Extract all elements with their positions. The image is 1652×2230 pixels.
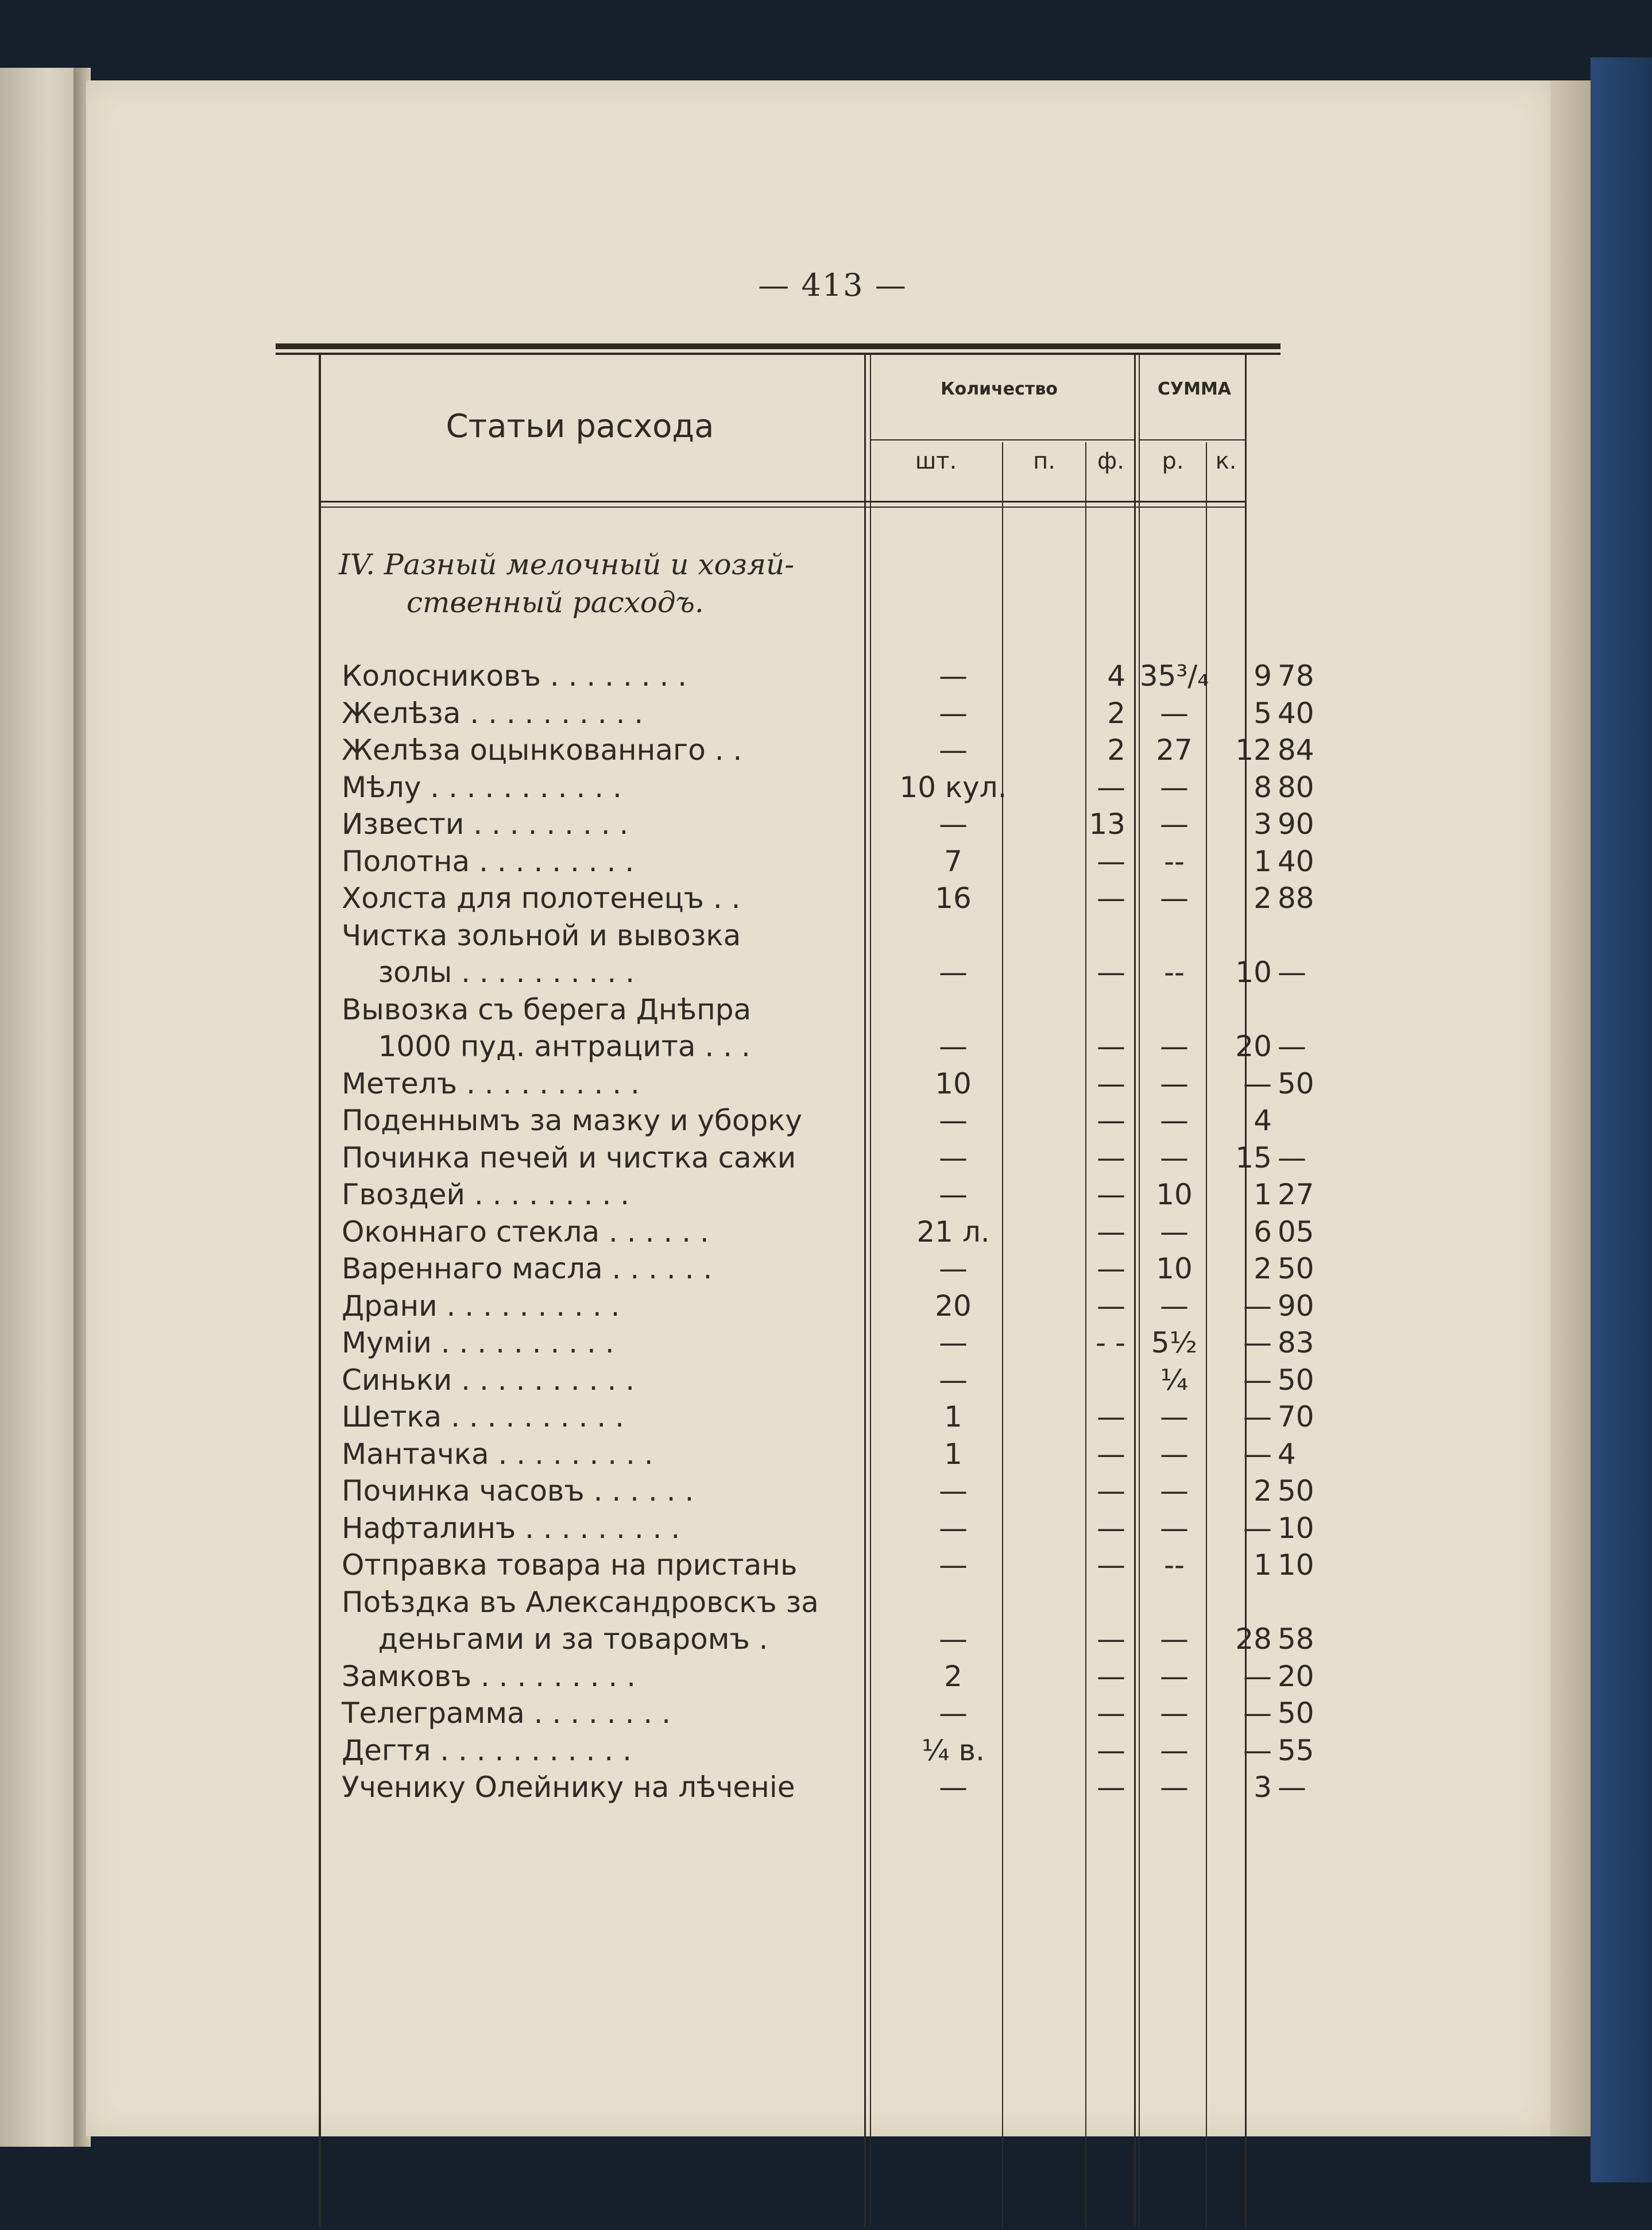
row-item-name: Метелъ . . . . . . . . . . xyxy=(342,1066,640,1100)
row-sum-k: 10 xyxy=(1278,1548,1314,1582)
row-qty-p: — xyxy=(1097,1771,1125,1804)
table-row xyxy=(342,991,1652,1065)
row-qty-f: — xyxy=(1160,1733,1189,1767)
row-qty-p: — xyxy=(1097,1548,1125,1582)
row-item-name: Чистка зольной и вывозка золы . . . . . . . . . . xyxy=(342,918,741,989)
qty-header-rule xyxy=(870,439,1134,440)
row-sum-k: 58 xyxy=(1278,1622,1314,1656)
row-sum-r: — xyxy=(1243,1400,1272,1433)
row-qty-f: 10 xyxy=(1156,1178,1193,1211)
row-sum-r: — xyxy=(1243,1511,1272,1545)
table-row xyxy=(342,880,1652,917)
row-item-name: Колосниковъ . . . . . . . . xyxy=(342,659,687,693)
table-row xyxy=(342,695,1652,732)
table-row xyxy=(342,1065,1652,1102)
row-item-name: Оконнаго стекла . . . . . . xyxy=(342,1215,709,1249)
row-item-name: Извести . . . . . . . . . xyxy=(342,807,629,841)
row-sum-k: — xyxy=(1278,1771,1306,1804)
row-qty-p: — xyxy=(1097,1437,1125,1471)
row-sum-k: — xyxy=(1278,955,1306,989)
table-row xyxy=(342,1769,1652,1806)
row-item-name: Телеграмма . . . . . . . . xyxy=(342,1696,671,1730)
row-sum-k: 40 xyxy=(1278,844,1314,878)
row-item-name: Желѣза . . . . . . . . . . xyxy=(342,696,644,730)
row-qty-sht: — xyxy=(939,955,968,989)
row-item-name: Ученику Олейнику на лѣченiе xyxy=(342,1771,795,1804)
row-qty-sht: — xyxy=(939,733,968,767)
row-qty-sht: — xyxy=(939,1771,968,1804)
row-item-name: Холста для полотенецъ . . xyxy=(342,882,741,915)
row-qty-p: — xyxy=(1097,1252,1125,1285)
row-qty-p: — xyxy=(1097,1733,1125,1767)
row-sum-r: 10 xyxy=(1235,955,1272,989)
row-qty-p: 2 xyxy=(1107,733,1125,767)
table-row xyxy=(342,732,1652,768)
table-row xyxy=(342,1139,1652,1176)
table-row xyxy=(342,1695,1652,1732)
row-sum-r: 1 xyxy=(1253,1178,1272,1211)
row-sum-k: 70 xyxy=(1278,1400,1314,1433)
row-qty-f: — xyxy=(1160,1029,1189,1063)
row-item-name: Мѣлу . . . . . . . . . . . xyxy=(342,770,622,804)
row-qty-f: — xyxy=(1160,1474,1189,1508)
row-qty-f: — xyxy=(1160,1511,1189,1545)
row-qty-sht: 10 xyxy=(935,1066,972,1100)
row-item-name: Желѣза оцынкованнаго . . xyxy=(342,733,742,767)
row-sum-k: 55 xyxy=(1278,1733,1314,1767)
row-qty-p: — xyxy=(1097,1474,1125,1508)
row-qty-p: 2 xyxy=(1107,696,1125,730)
row-sum-r: 15 xyxy=(1235,1141,1272,1174)
row-qty-p: — xyxy=(1097,1511,1125,1545)
row-qty-p: — xyxy=(1097,1029,1125,1063)
table-row xyxy=(342,1102,1652,1139)
row-item-name: Нафталинъ . . . . . . . . . xyxy=(342,1511,680,1545)
row-sum-r: 1 xyxy=(1253,1548,1272,1582)
left-page-edge xyxy=(0,68,80,2147)
row-qty-f: — xyxy=(1160,1400,1189,1433)
header-p: п. xyxy=(1033,448,1055,474)
table-row xyxy=(342,1176,1652,1213)
row-sum-k: 90 xyxy=(1278,1289,1314,1323)
row-qty-p: — xyxy=(1097,1215,1125,1249)
row-qty-f: — xyxy=(1160,1437,1189,1471)
sum-header-rule xyxy=(1139,439,1245,440)
row-qty-p: 13 xyxy=(1089,807,1125,841)
row-qty-sht: — xyxy=(939,1548,968,1582)
header-sht: шт. xyxy=(915,448,957,474)
header-bottom-rule-b xyxy=(319,507,1246,508)
row-sum-r: 2 xyxy=(1253,1252,1272,1285)
row-item-name: Замковъ . . . . . . . . . xyxy=(342,1659,636,1693)
row-qty-f: 27 xyxy=(1156,733,1193,767)
row-sum-k: 4 xyxy=(1278,1437,1296,1471)
row-qty-p: - - xyxy=(1096,1326,1125,1359)
row-sum-r: 6 xyxy=(1253,1215,1272,1249)
row-sum-k: 88 xyxy=(1278,882,1314,915)
table-row xyxy=(342,1658,1652,1695)
table-row xyxy=(342,658,1652,694)
row-qty-p: — xyxy=(1097,844,1125,878)
row-item-name: Гвоздей . . . . . . . . . xyxy=(342,1178,630,1211)
row-sum-r: 2 xyxy=(1253,1474,1272,1508)
row-sum-k: 50 xyxy=(1278,1363,1314,1397)
row-sum-k: 27 xyxy=(1278,1178,1314,1211)
row-sum-r: 8 xyxy=(1253,770,1272,804)
row-sum-k: 20 xyxy=(1278,1659,1314,1693)
row-sum-k: 50 xyxy=(1278,1066,1314,1100)
row-qty-p: — xyxy=(1097,1141,1125,1174)
row-sum-r: 2 xyxy=(1253,882,1272,915)
row-qty-sht: — xyxy=(939,1363,968,1397)
row-qty-p: — xyxy=(1097,1400,1125,1433)
row-qty-sht: 10 кул. xyxy=(899,770,1007,804)
row-sum-k: 50 xyxy=(1278,1696,1314,1730)
row-qty-f: ¼ xyxy=(1160,1363,1189,1397)
row-qty-sht: — xyxy=(939,1029,968,1063)
table-row xyxy=(342,769,1652,806)
row-sum-r: 20 xyxy=(1235,1029,1272,1063)
row-sum-r: 3 xyxy=(1253,1771,1272,1804)
header-sum: СУММА xyxy=(1157,379,1232,399)
row-qty-sht: — xyxy=(939,1474,968,1508)
row-qty-p: 4 xyxy=(1107,659,1125,693)
row-sum-r: 1 xyxy=(1253,844,1272,878)
row-sum-r: — xyxy=(1243,1326,1272,1359)
row-item-name: Полотна . . . . . . . . . xyxy=(342,844,635,878)
row-qty-f: — xyxy=(1160,770,1189,804)
row-qty-f: — xyxy=(1160,696,1189,730)
row-qty-p: — xyxy=(1097,1622,1125,1656)
table-row xyxy=(342,806,1652,842)
row-sum-k: 50 xyxy=(1278,1474,1314,1508)
table-top-rule-thin xyxy=(276,353,1280,355)
row-qty-f: 35³/₄ xyxy=(1139,659,1209,693)
table-row xyxy=(342,843,1652,880)
row-qty-f: -- xyxy=(1163,955,1185,989)
table-row xyxy=(342,1398,1652,1435)
row-qty-f: — xyxy=(1160,1289,1189,1323)
row-qty-f: — xyxy=(1160,882,1189,915)
row-sum-k: 05 xyxy=(1278,1215,1314,1249)
row-item-name: Вареннаго масла . . . . . . xyxy=(342,1252,713,1285)
row-qty-sht: — xyxy=(939,1104,968,1137)
row-qty-sht: 16 xyxy=(935,882,972,915)
row-sum-k: 78 xyxy=(1278,659,1314,693)
row-item-name: Мумiи . . . . . . . . . . xyxy=(342,1326,614,1359)
row-qty-p: — xyxy=(1097,770,1125,804)
row-qty-f: — xyxy=(1160,1771,1189,1804)
row-item-name: Починка часовъ . . . . . . xyxy=(342,1474,694,1508)
row-sum-k: — xyxy=(1278,1141,1306,1174)
section-heading-line-1: IV. Разный мелочный и хозяй- xyxy=(339,548,795,581)
table-row xyxy=(342,1510,1652,1547)
row-sum-r: 12 xyxy=(1235,733,1272,767)
row-qty-f: 10 xyxy=(1156,1252,1193,1285)
row-item-name: Вывозка съ берега Днѣпра 1000 пуд. антрацита . . . xyxy=(342,992,752,1063)
table-row xyxy=(342,1250,1652,1287)
row-sum-r: 9 xyxy=(1253,659,1272,693)
row-qty-f: 5½ xyxy=(1151,1326,1198,1359)
row-sum-r: — xyxy=(1243,1659,1272,1693)
header-bottom-rule xyxy=(319,501,1246,503)
table-row xyxy=(342,1324,1652,1361)
row-qty-sht: 1 xyxy=(944,1400,962,1433)
row-qty-p: — xyxy=(1097,955,1125,989)
row-item-name: Дегтя . . . . . . . . . . . xyxy=(342,1733,632,1767)
row-item-name: Шетка . . . . . . . . . . xyxy=(342,1400,625,1433)
row-sum-r: 28 xyxy=(1235,1622,1272,1656)
row-item-name: Драни . . . . . . . . . . xyxy=(342,1289,620,1323)
row-sum-r: 5 xyxy=(1253,696,1272,730)
row-sum-r: 4 xyxy=(1253,1104,1272,1137)
row-sum-k: 90 xyxy=(1278,807,1314,841)
row-qty-p: — xyxy=(1097,1104,1125,1137)
row-sum-k: 50 xyxy=(1278,1252,1314,1285)
row-item-name: Починка печей и чистка сажи xyxy=(342,1141,796,1174)
row-qty-sht: — xyxy=(939,1178,968,1211)
row-item-name: Отправка товара на пристань xyxy=(342,1548,798,1582)
table-row xyxy=(342,1584,1652,1657)
header-r: р. xyxy=(1162,448,1184,474)
row-sum-r: — xyxy=(1243,1696,1272,1730)
row-qty-sht: ¼ в. xyxy=(922,1733,985,1767)
row-qty-p: — xyxy=(1097,882,1125,915)
row-sum-r: — xyxy=(1243,1437,1272,1471)
row-sum-r: 3 xyxy=(1253,807,1272,841)
row-qty-sht: — xyxy=(939,1696,968,1730)
table-top-rule xyxy=(276,343,1280,349)
row-sum-k: 83 xyxy=(1278,1326,1314,1359)
row-qty-sht: — xyxy=(939,696,968,730)
row-qty-sht: — xyxy=(939,1511,968,1545)
row-qty-p: — xyxy=(1097,1066,1125,1100)
header-f: ф. xyxy=(1097,448,1124,474)
table-row xyxy=(342,1288,1652,1324)
row-qty-f: — xyxy=(1160,1066,1189,1100)
row-item-name: Синьки . . . . . . . . . . xyxy=(342,1363,635,1397)
row-qty-sht: 1 xyxy=(944,1437,962,1471)
row-sum-k: — xyxy=(1278,1029,1306,1063)
row-qty-sht: — xyxy=(939,659,968,693)
row-qty-f: — xyxy=(1160,807,1189,841)
row-sum-r: — xyxy=(1243,1733,1272,1767)
row-qty-sht: 20 xyxy=(935,1289,972,1323)
row-qty-f: — xyxy=(1160,1104,1189,1137)
row-qty-p: — xyxy=(1097,1178,1125,1211)
row-sum-k: 40 xyxy=(1278,696,1314,730)
row-qty-sht: — xyxy=(939,1622,968,1656)
row-qty-sht: 2 xyxy=(944,1659,962,1693)
row-qty-p: — xyxy=(1097,1659,1125,1693)
row-sum-r: — xyxy=(1243,1289,1272,1323)
table-row xyxy=(342,917,1652,991)
table-row xyxy=(342,1436,1652,1473)
row-qty-p: — xyxy=(1097,1289,1125,1323)
row-qty-f: -- xyxy=(1163,844,1185,878)
row-sum-k: 80 xyxy=(1278,770,1314,804)
row-sum-k: 10 xyxy=(1278,1511,1314,1545)
row-qty-sht: — xyxy=(939,1252,968,1285)
row-qty-f: -- xyxy=(1163,1548,1185,1582)
header-items: Статьи расхода xyxy=(446,408,714,445)
table-row xyxy=(342,1213,1652,1250)
row-item-name: Мантачка . . . . . . . . . xyxy=(342,1437,653,1471)
row-sum-k: 84 xyxy=(1278,733,1314,767)
row-qty-f: — xyxy=(1160,1696,1189,1730)
row-qty-sht: — xyxy=(939,1326,968,1359)
row-qty-f: — xyxy=(1160,1622,1189,1656)
row-qty-sht: 7 xyxy=(944,844,962,878)
table-row xyxy=(342,1547,1652,1583)
row-item-name: Поденнымъ за мазку и уборку xyxy=(342,1104,803,1137)
row-sum-r: — xyxy=(1243,1066,1272,1100)
header-k: к. xyxy=(1215,448,1237,474)
row-qty-sht: — xyxy=(939,1141,968,1174)
section-heading xyxy=(339,546,913,621)
section-heading-line-2: ственный расходъ. xyxy=(407,586,704,619)
row-qty-f: — xyxy=(1160,1215,1189,1249)
row-qty-f: — xyxy=(1160,1659,1189,1693)
table-row xyxy=(342,1732,1652,1769)
table-row xyxy=(342,1473,1652,1509)
row-sum-r: — xyxy=(1243,1363,1272,1397)
row-qty-sht: — xyxy=(939,807,968,841)
row-qty-f: — xyxy=(1160,1141,1189,1174)
table-left-border xyxy=(319,355,321,2227)
page-number: — 413 — xyxy=(758,267,907,303)
header-quantity: Количество xyxy=(941,379,1058,399)
table-row xyxy=(342,1362,1652,1398)
row-qty-sht: 21 л. xyxy=(916,1215,990,1249)
row-qty-p: — xyxy=(1097,1696,1125,1730)
row-item-name: Поѣздка въ Александровскъ за деньгами и за товаромъ . xyxy=(342,1585,819,1656)
